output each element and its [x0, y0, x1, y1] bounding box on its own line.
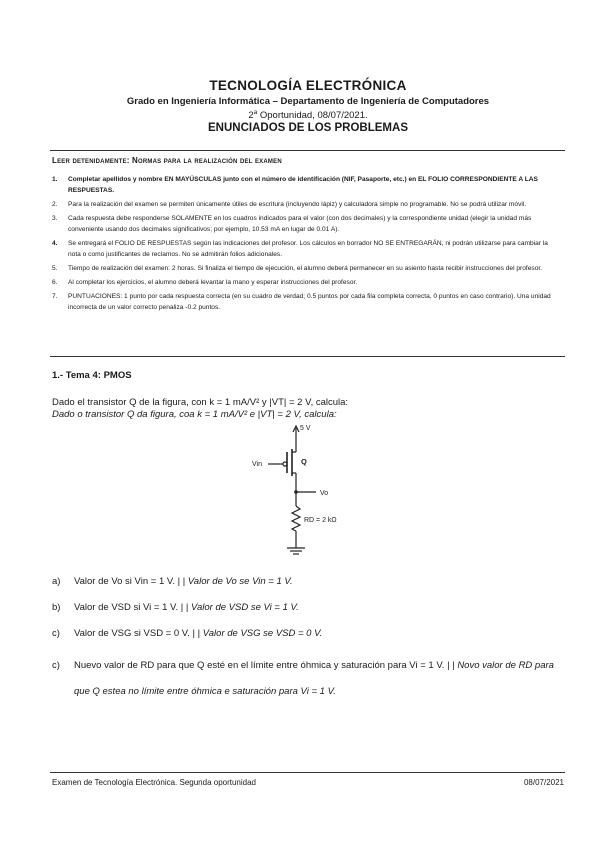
- question-label: c): [52, 660, 60, 671]
- rule-item: [52, 291, 560, 313]
- rule-text: Para la realización del examen se permiten únicamente útiles de escritura (incluyendo lápiz) y calculadora simple no programable. No se podrá utilizar móvil.: [68, 201, 527, 208]
- exam-date: [0, 109, 616, 121]
- question-spanish: Valor de VSD si Vi = 1 V.: [74, 602, 179, 613]
- rule-item: [52, 174, 560, 196]
- date-text: Oportunidad, 08/07/2021.: [257, 110, 368, 122]
- rule-number: 3.: [52, 215, 58, 222]
- resistor-zigzag: [292, 506, 300, 531]
- question-galician: Valor de Vo se Vin = 1 V.: [187, 576, 293, 587]
- footer-date: 08/07/2021: [523, 778, 564, 787]
- supply-label: 5 V: [300, 425, 311, 432]
- page-title: TECNOLOGÍA ELECTRÓNICA: [209, 78, 407, 93]
- date-number: 2: [248, 110, 254, 122]
- rule-number: 2.: [52, 201, 58, 208]
- section-heading: 1.- Tema 4: PMOS: [52, 370, 132, 381]
- rule-text: Se entregará el FOLIO DE RESPUESTAS según las indicaciones del profesor. Los cálculos en borrador NO SE ENTREGARÁN, ni podrán utilizarse para cambiar la nota o como justificantes de reclamos. No se admitirán folios adicionales.: [68, 240, 548, 258]
- rule-number: 6.: [52, 279, 58, 286]
- output-node: [294, 490, 298, 494]
- output-label: Vo: [320, 490, 329, 497]
- page-footer: [52, 778, 564, 787]
- question-label: c): [52, 628, 60, 639]
- rule-text: Al completar los ejercicios, el alumno deberá levantar la mano y esperar instrucciones del profesor.: [68, 279, 358, 286]
- rule-number: 7.: [52, 293, 58, 300]
- question-separator: | |: [174, 576, 188, 587]
- question-spanish: Nuevo valor de RD para que Q esté en el límite entre óhmica y saturación para Vi = 1 V.: [74, 660, 445, 671]
- date-superscript: a: [253, 109, 258, 116]
- question-galician: Novo valor de RD para que Q estea no límite entre óhmica e saturación para Vi = 1 V.: [74, 660, 554, 697]
- transistor-label: Q: [301, 457, 307, 466]
- input-label: Vin: [252, 461, 262, 468]
- rule-text: PUNTUACIONES: 1 punto por cada respuesta correcta (en su cuadro de verdad; 0.5 puntos por cada fila completa correcta, 0 puntos en caso contrario). Una unidad incorrecta de un valor correcto penaliza -0.2 puntos.: [68, 293, 551, 311]
- divider-rules: [50, 356, 565, 357]
- question-b: [52, 601, 562, 615]
- rules-heading: Leer detenidamente: Normas para la realización del examen: [52, 156, 282, 165]
- question-separator: | |: [178, 602, 191, 613]
- degree-subtitle: Grado en Ingeniería Informática – Departamento de Ingeniería de Computadores: [126, 96, 490, 107]
- question-separator: | |: [444, 660, 458, 671]
- pmos-circuit-diagram: [230, 418, 380, 568]
- question-spanish: Valor de Vo si Vin = 1 V.: [74, 576, 175, 587]
- intro-galician: Dado o transistor Q da figura, coa k = 1 mA/V² e |VT| = 2 V, calcula:: [52, 409, 337, 420]
- question-label: b): [52, 602, 61, 613]
- question-c: [52, 627, 562, 641]
- question-galician: Valor de VSG se VSD = 0 V.: [202, 628, 323, 639]
- rule-text: Completar apellidos y nombre EN MAYÚSCULAS junto con el número de identificación (NIF, Pasaporte, etc.) en EL FOLIO CORRESPONDIENTE A LAS RESPUESTAS.: [68, 176, 538, 194]
- question-a: [52, 575, 562, 589]
- question-d: [52, 653, 562, 697]
- rule-text: Cada respuesta debe responderse SOLAMENTE en los cuadros indicados para el valor (con dos decimales) y la correspondiente unidad (elegir la unidad más conveniente usando dos decimales significativos; por ejemplo, 10.53 mA en lugar de 0.01 A).: [68, 215, 532, 233]
- rule-number: 4.: [52, 240, 58, 247]
- divider-footer: [50, 772, 565, 773]
- rule-item: [52, 238, 560, 260]
- rule-number: 1.: [52, 176, 58, 183]
- footer-exam-name: Examen de Tecnología Electrónica. Segunda oportunidad: [52, 778, 256, 787]
- intro-spanish: Dado el transistor Q de la figura, con k = 1 mA/V² y |VT| = 2 V, calcula:: [52, 397, 349, 408]
- divider-top: [50, 150, 565, 151]
- problems-heading: ENUNCIADOS DE LOS PROBLEMAS: [208, 122, 408, 134]
- question-separator: | |: [189, 628, 203, 639]
- rule-item: [52, 213, 560, 235]
- question-spanish: Valor de VSG si VSD = 0 V.: [74, 628, 190, 639]
- rule-item: [52, 263, 560, 274]
- rule-text: Tiempo de realización del examen: 2 horas. Si finaliza el tiempo de ejecución, el alumno deberá permanecer en su asiento hasta recibir instrucciones del profesor.: [68, 265, 543, 272]
- question-label: a): [52, 576, 61, 587]
- question-galician: Valor de VSD se Vi = 1 V.: [190, 602, 299, 613]
- rules-list: [52, 174, 560, 316]
- rule-number: 5.: [52, 265, 58, 272]
- rule-item: [52, 277, 560, 288]
- rule-item: [52, 199, 560, 210]
- resistor-label: RD = 2 kΩ: [304, 517, 337, 524]
